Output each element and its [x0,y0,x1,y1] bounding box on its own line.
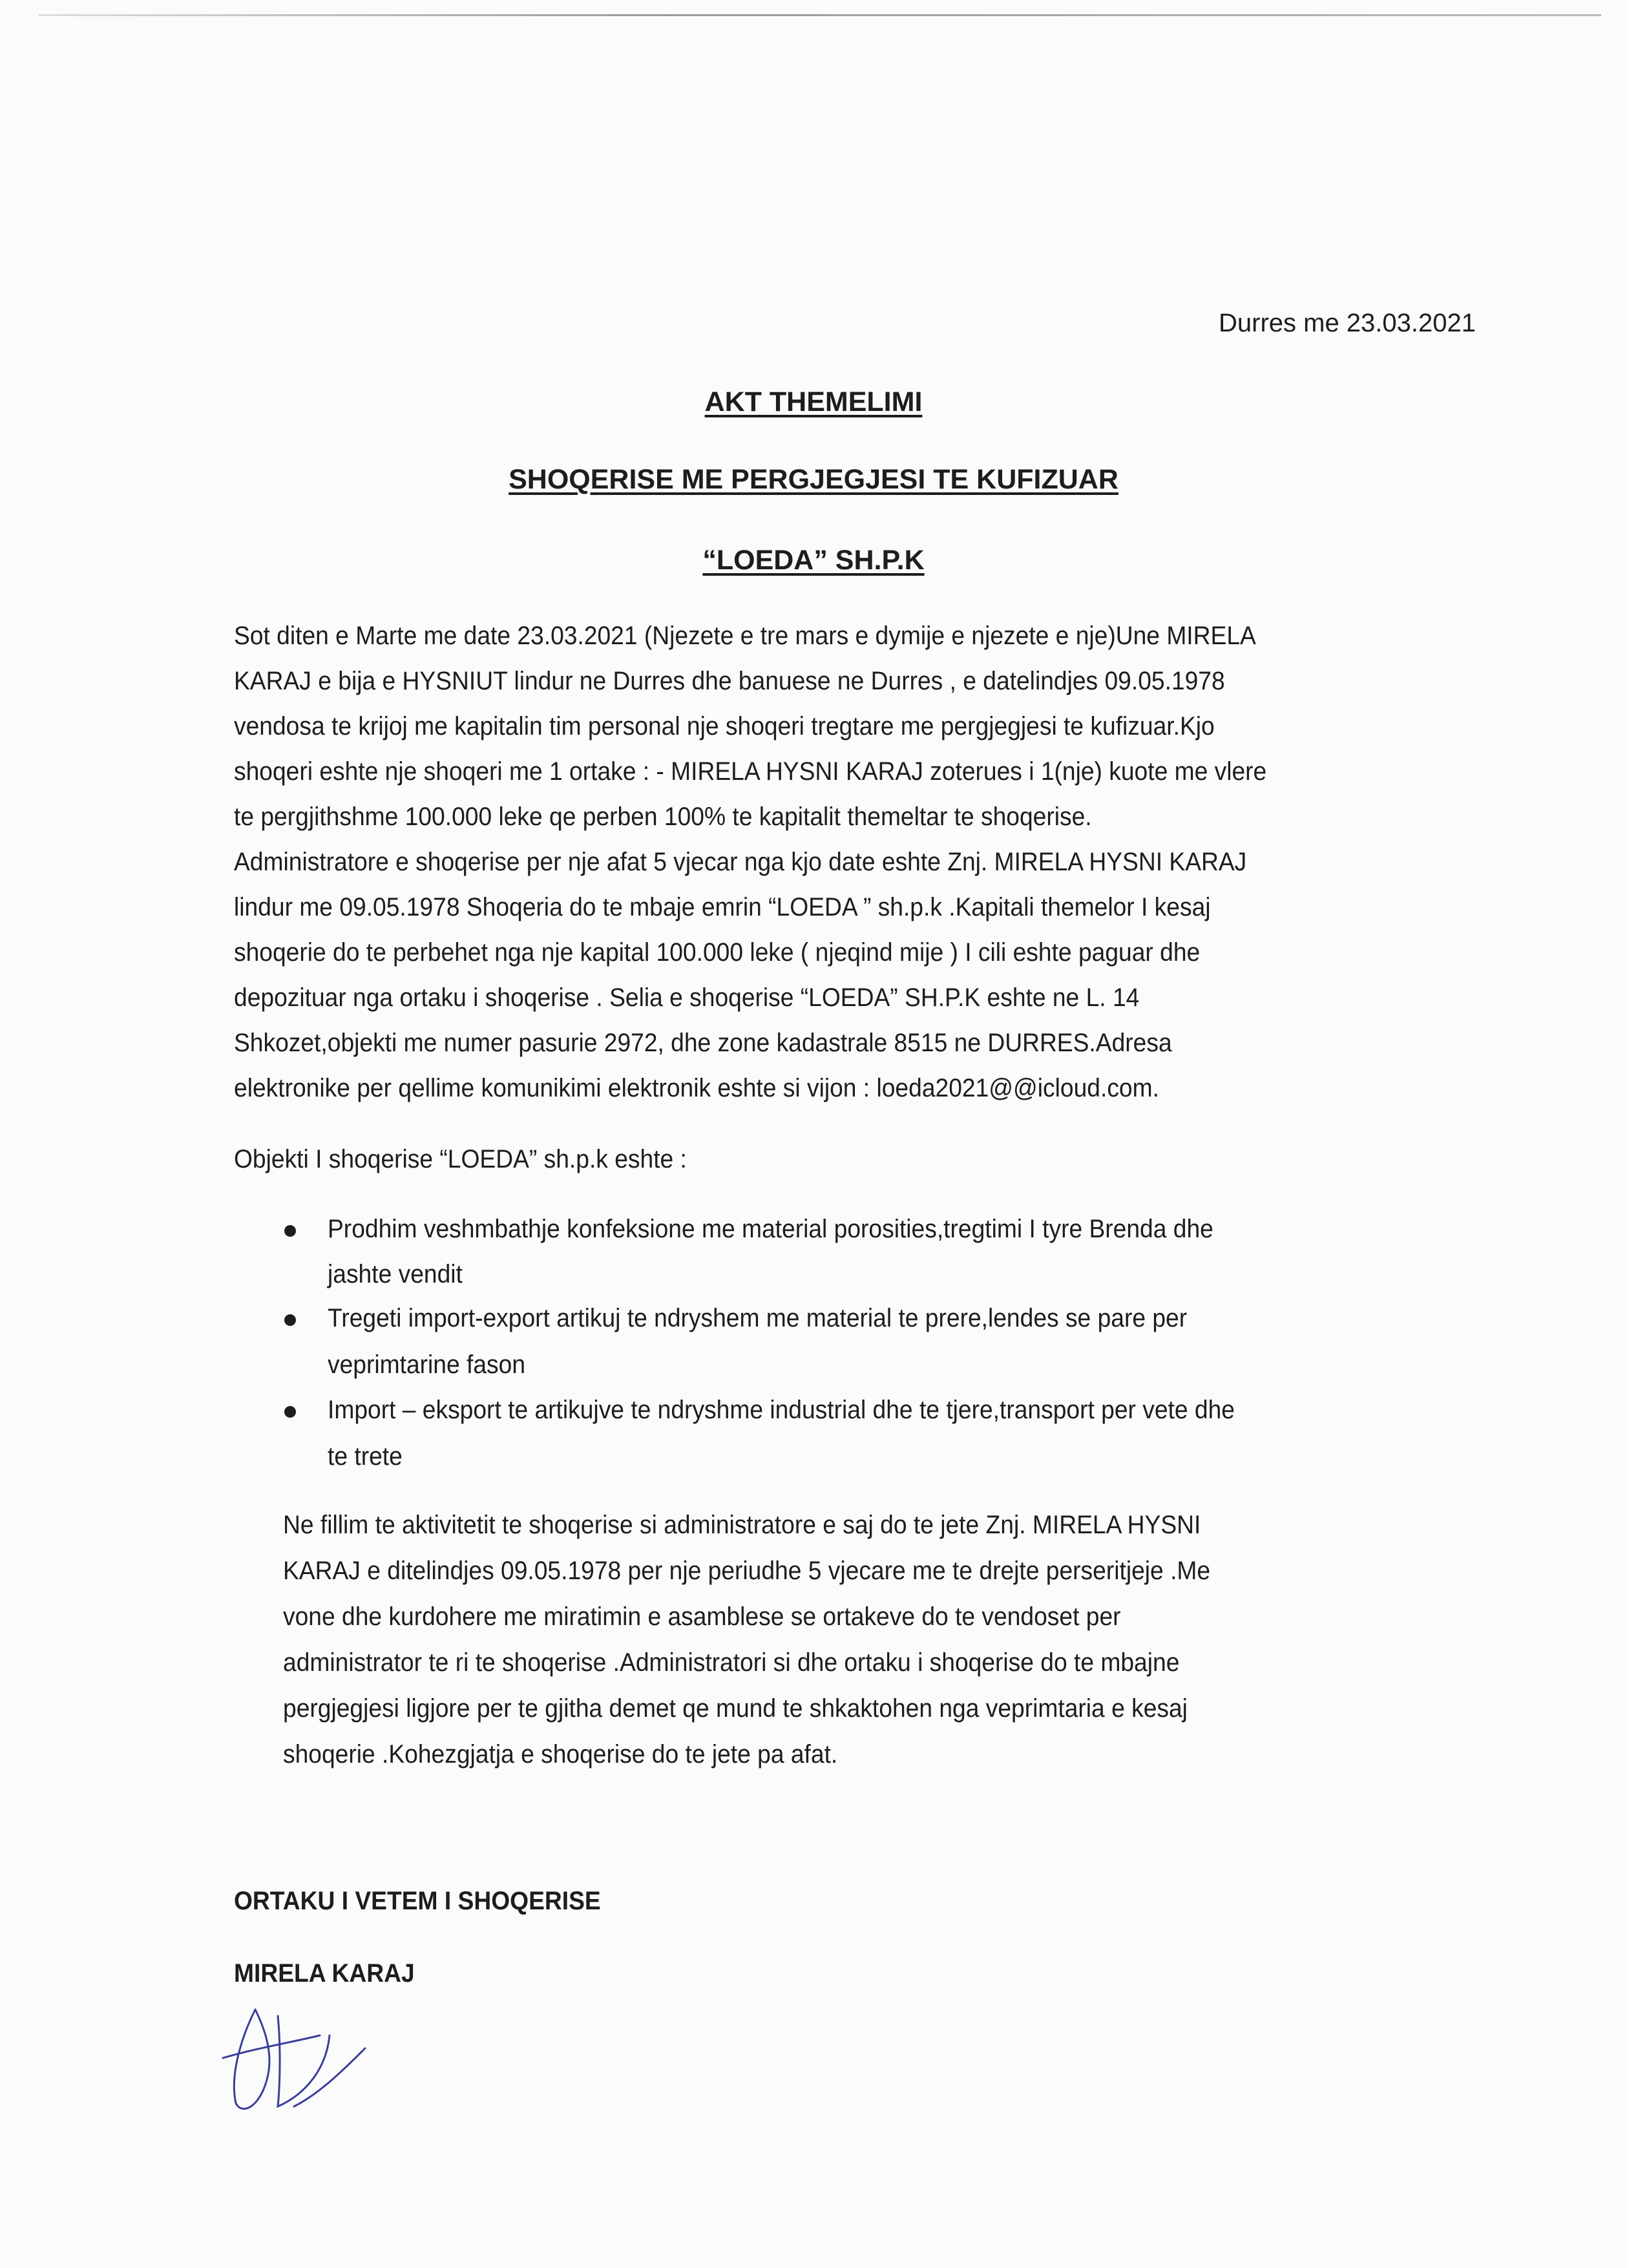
bullet-icon [284,1225,296,1237]
paragraph-line: Ne fillim te aktivitetit te shoqerise si administratore e saj do te jete Znj. MIRELA HYSNI [283,1511,1201,1539]
list-item-line: jashte vendit [328,1260,463,1288]
document-title: AKT THEMELIMI [704,386,923,417]
paragraph-line: Administratore e shoqerise per nje afat 5 vjecar nga kjo date eshte Znj. MIRELA HYSNI KARAJ [234,848,1247,876]
paragraph-line: lindur me 09.05.1978 Shoqeria do te mbaje emrin “LOEDA ” sh.p.k .Kapitali themelor I kesaj [234,893,1211,921]
document-subtitle: SHOQERISE ME PERGJEGJESI TE KUFIZUAR [509,464,1118,495]
signatory-name: MIRELA KARAJ [234,1959,415,1988]
paragraph-line: KARAJ e ditelindjes 09.05.1978 per nje periudhe 5 vjecare me te drejte perseritjeje .Me [283,1557,1211,1585]
list-item-line: veprimtarine fason [328,1350,526,1379]
paragraph-line: vendosa te krijoj me kapitalin tim personal nje shoqeri tregtare me pergjegjesi te kufizuar.Kjo [234,712,1215,740]
paragraph-line: te pergjithshme 100.000 leke qe perben 100% te kapitalit themeltar te shoqerise. [234,803,1092,831]
list-item-line: Import – eksport te artikujve te ndryshme industrial dhe te tjere,transport per vete dhe [328,1396,1235,1424]
scan-edge [39,14,1601,16]
paragraph-line: Shkozet,objekti me numer pasurie 2972, dhe zone kadastrale 8515 ne DURRES.Adresa [234,1029,1172,1057]
signatory-role: ORTAKU I VETEM I SHOQERISE [234,1887,601,1915]
bullet-icon [284,1314,296,1326]
paragraph-line: shoqeri eshte nje shoqeri me 1 ortake : - MIRELA HYSNI KARAJ zoterues i 1(nje) kuote me vlere [234,757,1267,786]
paragraph-line: vone dhe kurdohere me miratimin e asamblese se ortakeve do te vendoset per [283,1602,1121,1631]
paragraph-line: shoqerie do te perbehet nga nje kapital 100.000 leke ( njeqind mije ) I cili eshte paguar dhe [234,938,1201,967]
list-item-line: Tregeti import-export artikuj te ndryshem me material te prere,lendes se pare per [328,1304,1188,1332]
paragraph-line: shoqerie .Kohezgjatja e shoqerise do te jete pa afat. [283,1740,838,1769]
list-item-line: Prodhim veshmbathje konfeksione me material porosities,tregtimi I tyre Brenda dhe [328,1215,1213,1243]
bullet-icon [284,1406,296,1418]
paragraph-line: pergjegjesi ligjore per te gjitha demet qe mund te shkaktohen nga veprimtaria e kesaj [283,1694,1188,1723]
handwritten-signature [216,1997,372,2119]
paragraph-line: KARAJ e bija e HYSNIUT lindur ne Durres dhe banuese ne Durres , e datelindjes 09.05.1978 [234,667,1225,695]
objects-intro: Objekti I shoqerise “LOEDA” sh.p.k eshte : [234,1145,687,1173]
paragraph-line: depozituar nga ortaku i shoqerise . Selia e shoqerise “LOEDA” SH.P.K eshte ne L. 14 [234,983,1140,1012]
paragraph-line: Sot diten e Marte me date 23.03.2021 (Njezete e tre mars e dymije e njezete e nje)Une MIRELA [234,622,1256,650]
list-item-line: te trete [328,1442,403,1471]
paragraph-line: administrator te ri te shoqerise .Administratori si dhe ortaku i shoqerise do te mbajne [283,1648,1180,1677]
place-date: Durres me 23.03.2021 [1218,309,1476,337]
company-name-title: “LOEDA” SH.P.K [702,545,925,576]
paragraph-line: elektronike per qellime komunikimi elektronik eshte si vijon : loeda2021@@icloud.com. [234,1074,1159,1102]
